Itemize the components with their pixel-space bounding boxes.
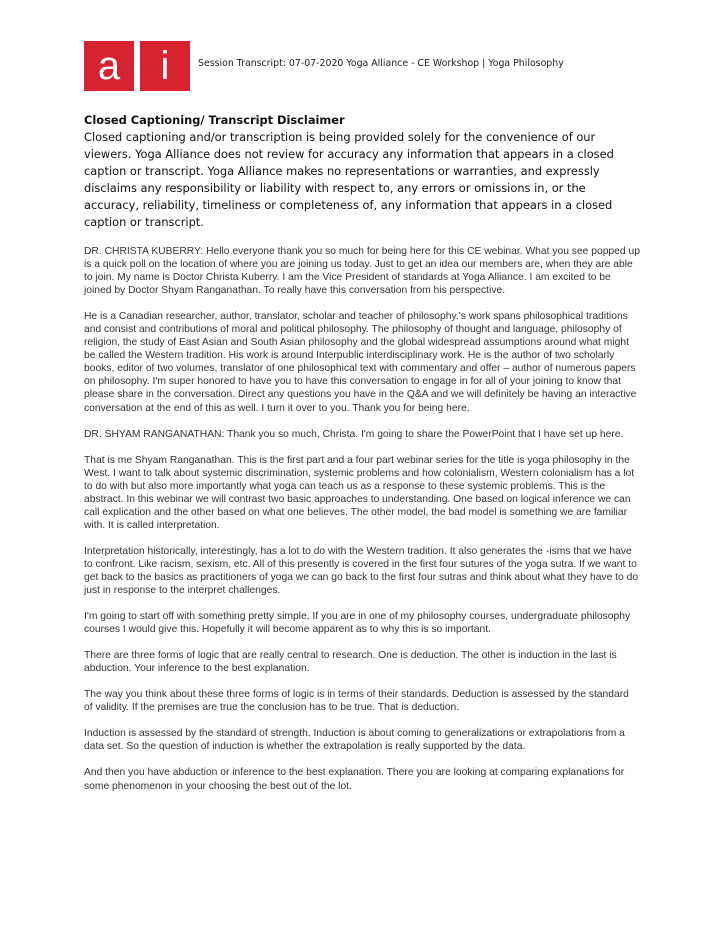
yoga-alliance-logo <box>84 41 190 91</box>
disclaimer-body: Closed captioning and/or transcription is being provided solely for the convenience of our viewers. Yoga Alliance does not review for accuracy any information that appears in a closed caption or transcript. Yoga Alliance makes no representations or warranties, and expressly disclaims any responsibility or liability with respect to, any errors or omissions in, or the accuracy, reliability, timeliness or completeness of, any information that appears in a closed caption or transcript. <box>84 130 614 229</box>
session-header: Session Transcript: 07-07-2020 Yoga Alliance - CE Workshop | Yoga Philosophy <box>198 58 564 69</box>
disclaimer-section <box>84 113 644 231</box>
transcript-paragraph: The way you think about these three forms of logic is in terms of their standards. Deduction is assessed by the standard of validity. If the premises are true the conclusion has to be true. That is deduction. <box>84 689 629 714</box>
transcript-paragraph: DR. CHRISTA KUBERRY: Hello everyone thank you so much for being here for this CE webinar. What you see popped up is a quick poll on the location of where you are joining us today. Just to get an idea our members are, when they are able to join. My name is Doctor Christa Kuberry. I am the Vice President of standards at Yoga Alliance. I am excited to be joined by Doctor Shyam Ranganathan. To really have this conversation from his perspective. <box>84 246 640 297</box>
transcript-body <box>84 245 640 806</box>
transcript-paragraph: DR. SHYAM RANGANATHAN: Thank you so much, Christa. I'm going to share the PowerPoint that I have set up here. <box>84 428 624 440</box>
transcript-paragraph: Induction is assessed by the standard of strength. Induction is about coming to generalizations or extrapolations from a data set. So the question of induction is whether the extrapolation is really supported by the data. <box>84 728 625 753</box>
transcript-paragraph: That is me Shyam Ranganathan. This is the first part and a four part webinar series for the title is yoga philosophy in the West. I want to talk about systemic discrimination, systemic problems and how colonialism, Western colonialism has a lot to do with but also more importantly what yoga can teach us as a response to these systemic problems. This is the abstract. In this webinar we will contrast two basic approaches to understanding. One based on logical inference we can call explication and the other based on what one believes. The other model, the bad model is something we are familiar with. It is called interpretation. <box>84 454 635 531</box>
transcript-paragraph: And then you have abduction or inference to the best explanation. There you are looking at comparing explanations for some phenomenon in your choosing the best out of the lot. <box>84 767 625 792</box>
disclaimer-title: Closed Captioning/ Transcript Disclaimer <box>84 113 345 127</box>
transcript-paragraph: I'm going to start off with something pretty simple. If you are in one of my philosophy courses, undergraduate philosophy courses I would give this. Hopefully it will become apparent as to why this is so important. <box>84 611 631 636</box>
logo-letter-i: i <box>140 41 190 91</box>
logo-letter-a: a <box>84 41 134 91</box>
transcript-paragraph: Interpretation historically, interestingly, has a lot to do with the Western tradition. It also generates the -isms that we have to confront. Like racism, sexism, etc. All of this presently is covered in the first four sutures of the yoga sutra. If we want to get back to the basics as practitioners of yoga we can go back to the first four sutras and think about what they have to do just in response to the interpret challenges. <box>84 545 639 597</box>
transcript-paragraph: He is a Canadian researcher, author, translator, scholar and teacher of philosophy.'s work spans philosophical traditions and consist and contributions of moral and political philosophy. The philosophy of thought and language, philosophy of religion, the study of East Asian and South Asian philosophy and the global widespread assumptions around what might be called the Western tradition. His work is around Interpublic interdisciplinary work. He is the author of two scholarly books, editor of two volumes, translator of one philosophical text with commentary and offer – author of numerous papers on philosophy. I'm super honored to have you to have this conversation to engage in for all of your joining to know that please share in the conversation. Direct any questions you have in the Q&A and we will definitely be having an interactive conversation at the end of this as well. I turn it over to you. Thank you for being here. <box>84 311 637 414</box>
transcript-paragraph: There are three forms of logic that are really central to research. One is deduction. The other is induction in the last is abduction. Your inference to the best explanation. <box>84 650 617 675</box>
